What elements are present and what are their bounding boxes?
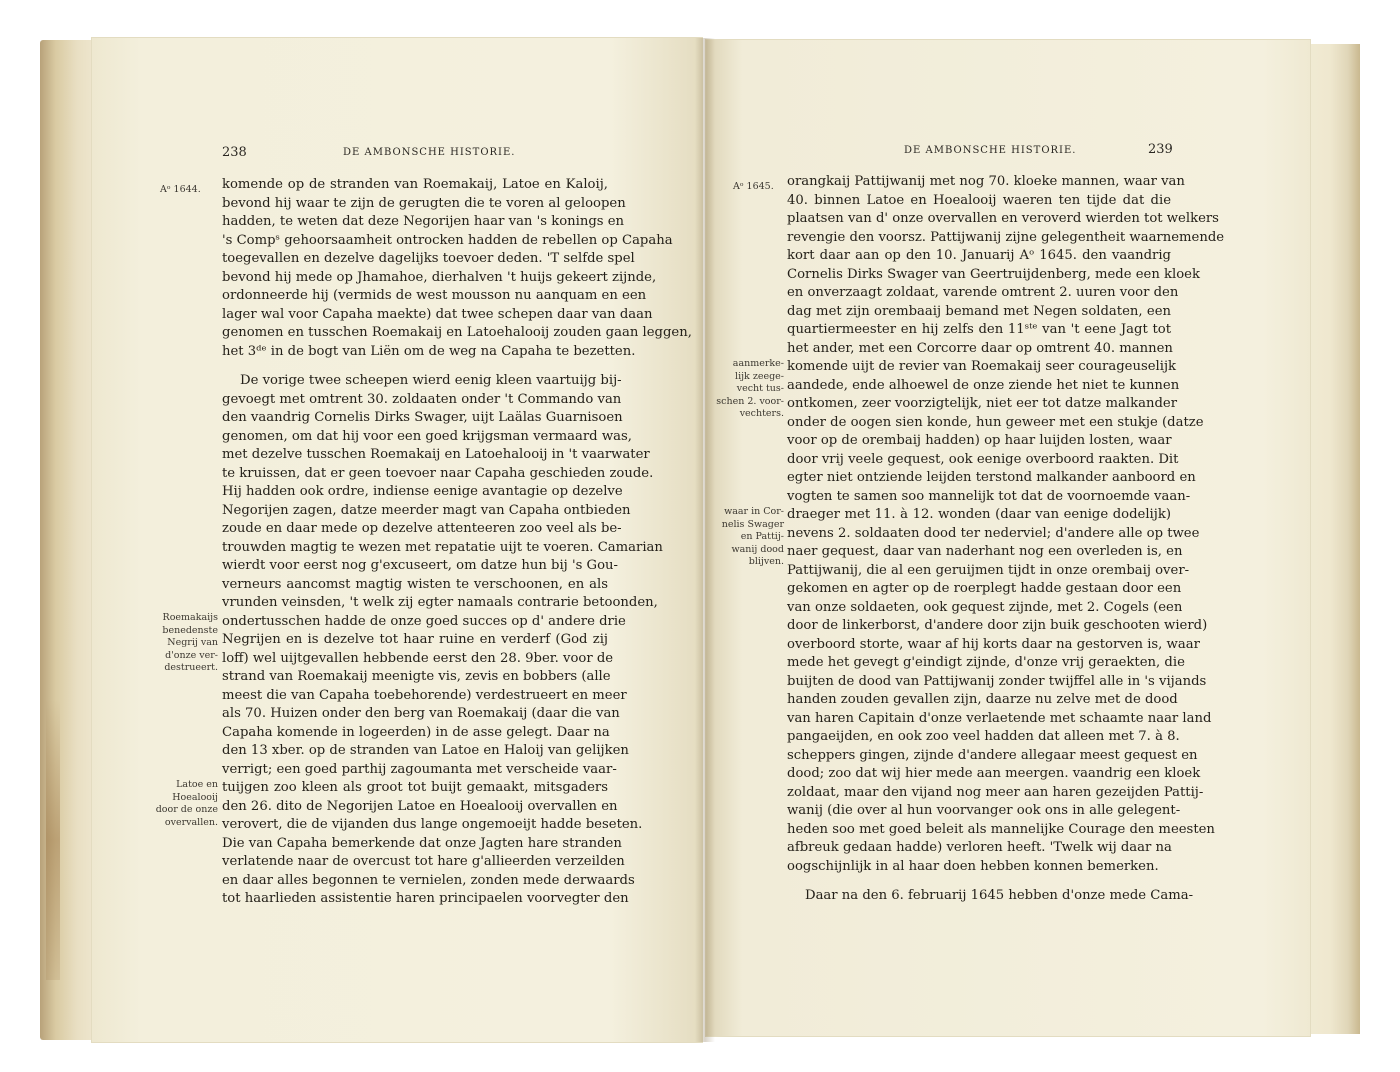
margin-note-line: Hoealooij: [172, 791, 218, 803]
text-line: genomen, om dat hij voor een goed krijgsman vermaard was,: [222, 428, 632, 444]
text-line: mede het gevegt g'eindigt zijnde, d'onze vrij geraekten, die: [787, 655, 1185, 670]
paragraph-break: [787, 876, 1171, 887]
text-line: tot haarlieden assistentie haren principaelen voorvegter den: [222, 891, 629, 906]
text-line: buijten de dood van Pattijwanij zonder twijffel alle in 's vijands: [787, 673, 1207, 689]
margin-note-line: Latoe en: [176, 779, 218, 790]
text-line: als 70. Huizen onder den berg van Roemakaij (daar die van: [222, 706, 620, 721]
text-line: zoldaat, maar den vijand nog meer aan haren gezeijden Pattij-: [787, 784, 1204, 800]
margin-note-line: schen 2. voor-: [716, 395, 784, 407]
text-line: oogschijnlijk in al haar doen hebben konnen bemerken.: [787, 858, 1159, 874]
text-line: den 26. dito de Negorijen Latoe en Hoealooij overvallen en: [222, 798, 618, 814]
text-line: van haren Capitain d'onze verlaetende met schaamte naar land: [787, 710, 1212, 726]
text-line: De vorige twee scheepen wierd eenig kleen vaartuijg bij-: [240, 373, 622, 388]
text-line: voor op de orembaij hadden) op haar luijden losten, waar: [787, 433, 1172, 448]
margin-note-line: vechters.: [739, 408, 784, 419]
text-line: verrigt; een goed parthij zagoumanta met verscheide vaar-: [222, 761, 617, 777]
right-margin-note-swager: [712, 506, 784, 569]
text-line: heden soo met goed beleit als mannelijke Courage den meesten: [787, 821, 1215, 837]
text-line: trouwden magtig te wezen met repatatie uijt te voeren. Camarian: [222, 539, 663, 555]
text-line: aandede, ende alhoewel de onze ziende het niet te kunnen: [787, 377, 1180, 393]
margin-note-line: waar in Cor-: [724, 506, 784, 517]
margin-note-line: en Pattij-: [740, 531, 784, 542]
text-line: het 3ᵈᵉ in de bogt van Liën om de weg na Capaha te bezetten.: [222, 343, 636, 359]
text-line: overboord storte, waar af hij korts daar na gestorven is, waar: [787, 636, 1200, 652]
text-line: plaatsen van d' onze overvallen en veroverd wierden tot welkers: [787, 211, 1219, 226]
text-line: egter niet ontziende leijden terstond malkander aanboord en: [787, 470, 1196, 485]
text-line: en daar alles begonnen te vernielen, zonden mede derwaards: [222, 872, 635, 888]
left-year-note: Aᵒ 1644.: [160, 184, 201, 195]
text-line: draeger met 11. à 12. wonden (daar van eenige dodelijk): [787, 507, 1171, 522]
margin-note-line: wanij dood: [731, 543, 784, 555]
margin-note-line: destrueert.: [164, 662, 218, 673]
text-line: pangaeijden, en ook zoo veel hadden dat alleen met 7. à 8.: [787, 729, 1180, 744]
margin-note-line: overvallen.: [164, 816, 218, 828]
left-running-header: DE AMBONSCHE HISTORIE.: [343, 147, 516, 158]
text-line: bevond hij waar te zijn de gerugten die te voren al geloopen: [222, 195, 626, 211]
text-line: naer gequest, daar van naderhant nog een overleden is, en: [787, 544, 1183, 559]
text-line: komende uijt de revier van Roemakaij seer courageuselijk: [787, 359, 1177, 374]
text-line: afbreuk gedaan hadde) verloren heeft. 'Twelk wij daar na: [787, 840, 1172, 855]
text-line: toegevallen en dezelve dagelijks toevoer deden. 'T selfde spel: [222, 251, 635, 266]
text-line: dag met zijn orembaaij bemand met Negen soldaten, een: [787, 303, 1171, 319]
text-line: te kruissen, dat er geen toevoer naar Capaha geschieden zoude.: [222, 465, 654, 481]
text-line: scheppers gingen, zijnde d'andere allegaar meest gequest en: [787, 747, 1198, 763]
margin-note-line: aanmerke-: [732, 358, 784, 369]
right-margin-note-zeegevecht: [712, 358, 784, 421]
text-line: meest die van Capaha toebehorende) verdestrueert en meer: [222, 687, 627, 703]
margin-note-line: Negrij van: [167, 637, 218, 648]
text-line: gekomen en agter op de roerplegt hadde gestaan door een: [787, 581, 1182, 596]
right-year-note: Aᵒ 1645.: [733, 181, 774, 192]
margin-note-line: Roemakaijs: [162, 612, 218, 623]
text-line: gevoegt met omtrent 30. zoldaaten onder 't Commando van: [222, 391, 622, 407]
text-line: zoude en daar mede op dezelve attenteeren zoo veel als be-: [222, 521, 622, 536]
text-line: lager wal voor Capaha maekte) dat twee schepen daar van daan: [222, 306, 653, 322]
text-line: het ander, met een Corcorre daar op omtrent 40. mannen: [787, 340, 1173, 356]
left-margin-note-roemakaij: [140, 612, 218, 675]
text-line: onder de oogen sien konde, hun geweer met een stukje (datze: [787, 414, 1204, 430]
text-line: 's Compˢ gehoorsaamheit ontrocken hadden de rebellen op Capaha: [222, 232, 673, 248]
text-line: den vaandrig Cornelis Dirks Swager, uijt Laälas Guarnisoen: [222, 410, 623, 425]
text-line: vogten te samen soo mannelijk tot dat de voornoemde vaan-: [787, 488, 1191, 504]
text-line: hadden, te weten dat deze Negorijen haar van 's konings en: [222, 214, 625, 229]
text-line: handen zouden gevallen zijn, daarze nu zelve met de dood: [787, 692, 1178, 707]
text-line: wierdt voor eerst nog g'excuseert, om datze hun bij 's Gou-: [222, 558, 618, 573]
margin-note-line: d'onze ver-: [165, 649, 218, 661]
paragraph-break: [222, 361, 608, 372]
margin-note-line: lijk zeege-: [735, 370, 784, 382]
text-line: verovert, die de vijanden dus lange ongemoeijt hadde beseten.: [222, 817, 643, 832]
text-line: ondertusschen hadde de onze goed succes op d' andere drie: [222, 613, 626, 629]
text-line: Die van Capaha bemerkende dat onze Jagten hare stranden: [222, 835, 622, 851]
text-line: orangkaij Pattijwanij met nog 70. kloeke mannen, waar van: [787, 174, 1185, 189]
text-line: ordonneerde hij (vermids de west mousson nu aanquam en een: [222, 288, 647, 303]
text-line: genomen en tusschen Roemakaij en Latoehalooij zouden gaan leggen,: [222, 325, 692, 340]
text-line: ontkomen, zeer voorzigtelijk, niet eer tot datze malkander: [787, 396, 1178, 411]
right-body-text: [787, 173, 1225, 906]
text-line: Capaha komende in logeerden) in de asse gelegt. Daar na: [222, 724, 610, 740]
left-margin-note-latoe: [140, 779, 218, 829]
text-line: met dezelve tusschen Roemakaij en Latoehalooij in 't vaarwater: [222, 447, 650, 462]
text-line: nevens 2. soldaaten dood ter nederviel; d'andere alle op twee: [787, 525, 1200, 541]
text-line: tuijgen zoo kleen als groot tot buijt gemaakt, mitsgaders: [222, 780, 608, 795]
text-line: strand van Roemakaij meenigte vis, zevis en bobbers (alle: [222, 669, 611, 684]
text-line: Pattijwanij, die al een geruijmen tijdt in onze orembaij over-: [787, 562, 1190, 578]
text-line: loff) wel uijtgevallen hebbende eerst den 28. 9ber. voor de: [222, 650, 614, 666]
text-line: door de linkerborst, d'andere door zijn buik geschooten wierd): [787, 618, 1208, 633]
text-line: verneurs aancomst magtig wisten te verschoonen, en als: [222, 576, 608, 592]
margin-note-line: door de onze: [155, 804, 218, 815]
text-line: wanij (die over al hun voorvanger ook ons in alle gelegent-: [787, 803, 1181, 818]
right-running-header: DE AMBONSCHE HISTORIE.: [904, 145, 1077, 156]
margin-note-line: nelis Swager: [721, 518, 784, 530]
text-line: revengie den voorsz. Pattijwanij zijne gelegentheit waarnemende: [787, 229, 1225, 245]
text-line: en onverzaagt zoldaat, varende omtrent 2. uuren voor den: [787, 285, 1179, 300]
text-line: vrunden veinsden, 't welk zij egter namaals contrarie betoonden,: [222, 595, 658, 610]
text-line: dood; zoo dat wij hier mede aan meergen. vaandrig een kloek: [787, 766, 1201, 781]
text-line: Cornelis Dirks Swager van Geertruijdenberg, mede een kloek: [787, 266, 1200, 282]
text-line: 40. binnen Latoe en Hoealooij waeren ten tijde dat die: [787, 192, 1171, 208]
margin-note-line: blijven.: [748, 556, 784, 567]
text-line: Negrijen en is dezelve tot haar ruine en verderf (God zij: [222, 632, 608, 647]
text-line: quartiermeester en hij zelfs den 11ˢᵗᵉ van 't eene Jagt tot: [787, 322, 1171, 337]
margin-note-line: benedenste: [162, 624, 218, 636]
text-line: den 13 xber. op de stranden van Latoe en Haloij van gelijken: [222, 743, 629, 758]
text-line: van onze soldaeten, ook gequest zijnde, met 2. Cogels (een: [787, 599, 1183, 615]
text-line: door vrij veele gequest, ook eenige overboord raakten. Dit: [787, 451, 1179, 467]
text-line: bevond hij mede op Jhamahoe, dierhalven 't huijs gekeert zijnde,: [222, 269, 657, 285]
text-line: verlatende naar de overcust tot hare g'allieerden verzeilden: [222, 854, 625, 869]
left-body-text: [222, 176, 692, 909]
text-line: kort daar aan op den 10. Januarij Aᵒ 1645. den vaandrig: [787, 248, 1171, 263]
left-page-number: 238: [222, 145, 247, 160]
text-line: komende op de stranden van Roemakaij, Latoe en Kaloij,: [222, 177, 608, 192]
text-line: Daar na den 6. februarij 1645 hebben d'onze mede Cama-: [805, 888, 1194, 903]
right-page-number: 239: [1148, 142, 1173, 157]
text-line: Hij hadden ook ordre, indiense eenige avantagie op dezelve: [222, 484, 623, 499]
text-line: Negorijen zagen, datze meerder magt van Capaha ontbieden: [222, 502, 631, 518]
margin-note-line: vecht tus-: [736, 383, 784, 394]
